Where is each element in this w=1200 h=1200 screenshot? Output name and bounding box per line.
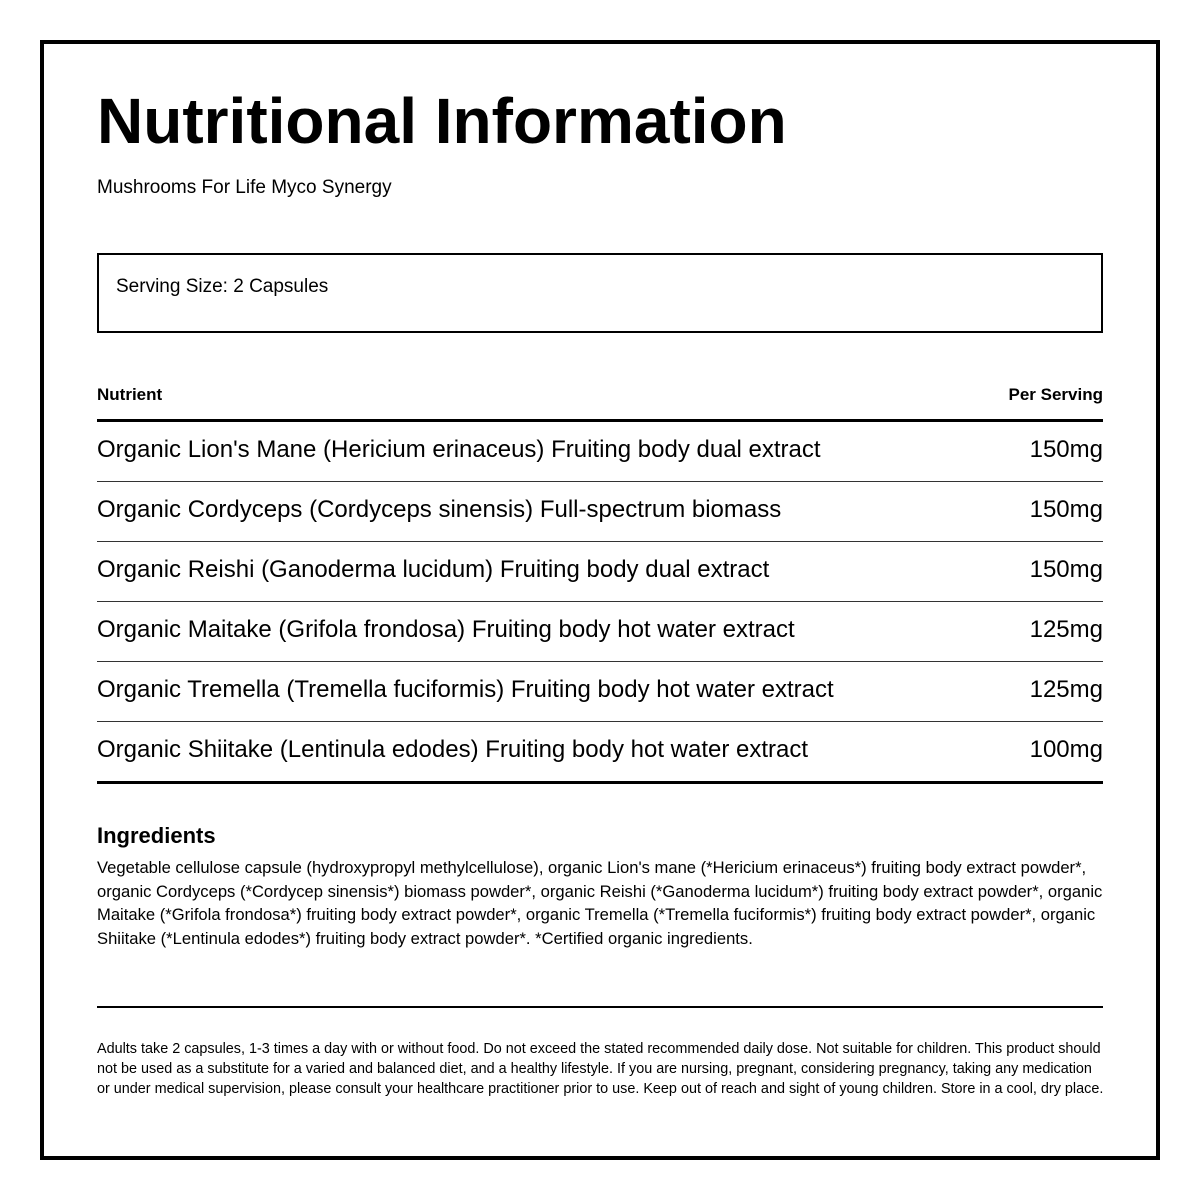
table-row <box>97 482 1103 542</box>
nutrient-table <box>97 422 1103 782</box>
nutrient-amount: 150mg <box>1029 496 1103 523</box>
nutrient-column-header: Nutrient <box>97 385 163 404</box>
nutrient-name: Organic Tremella (Tremella fuciformis) Fruiting body hot water extract <box>97 676 834 703</box>
ingredients-text: Vegetable cellulose capsule (hydroxypropyl methylcellulose), organic Lion's mane (*Hericium erinaceus*) fruiting body extract powder*, organic Cordyceps (*Cordycep sinensis*) biomass powder*, organic Reishi (*Ganoderma lucidum*) fruiting body extract powder*, organic Maitake (*Grifola frondosa*) fruiting body extract powder*, organic Tremella (*Tremella fuciformis*) fruiting body extract powder*, organic Shiitake (*Lentinula edodes*) fruiting body extract powder*. *Certified organic ingredients. <box>97 858 1103 949</box>
serving-size-text: Serving Size: 2 Capsules <box>116 276 329 297</box>
product-name: Mushrooms For Life Myco Synergy <box>97 177 392 198</box>
usage-disclaimer: Adults take 2 capsules, 1-3 times a day with or without food. Do not exceed the stated recommended daily dose. Not suitable for children. This product should not be used as a substitute for a varied and balanced diet, and a healthy lifestyle. If you are nursing, pregnant, considering pregnancy, taking any medication or under medical supervision, please consult your healthcare practitioner prior to use. Keep out of reach and sight of young children. Store in a cool, dry place. <box>97 1041 1104 1097</box>
nutrient-amount: 100mg <box>1029 736 1103 763</box>
table-row <box>97 602 1103 662</box>
table-row <box>97 542 1103 602</box>
nutrient-name: Organic Maitake (Grifola frondosa) Fruiting body hot water extract <box>97 616 795 643</box>
nutrient-amount: 150mg <box>1029 436 1103 463</box>
nutrient-name: Organic Reishi (Ganoderma lucidum) Fruiting body dual extract <box>97 556 770 583</box>
nutrient-name: Organic Shiitake (Lentinula edodes) Fruiting body hot water extract <box>97 736 809 763</box>
table-row <box>97 422 1103 482</box>
table-bottom-rule <box>97 781 1103 784</box>
serving-size-box <box>97 253 1103 333</box>
section-divider <box>97 1006 1103 1008</box>
table-header <box>97 384 1103 406</box>
page-title: Nutritional Information <box>97 85 787 157</box>
ingredients-heading: Ingredients <box>97 823 216 848</box>
nutrient-amount: 125mg <box>1029 676 1103 703</box>
nutrient-name: Organic Cordyceps (Cordyceps sinensis) Full-spectrum biomass <box>97 496 782 523</box>
nutrient-amount: 150mg <box>1029 556 1103 583</box>
nutrient-amount: 125mg <box>1029 616 1103 643</box>
nutrient-name: Organic Lion's Mane (Hericium erinaceus) Fruiting body dual extract <box>97 436 821 463</box>
table-row <box>97 662 1103 722</box>
per-serving-column-header: Per Serving <box>1008 385 1103 404</box>
table-row <box>97 722 1103 782</box>
